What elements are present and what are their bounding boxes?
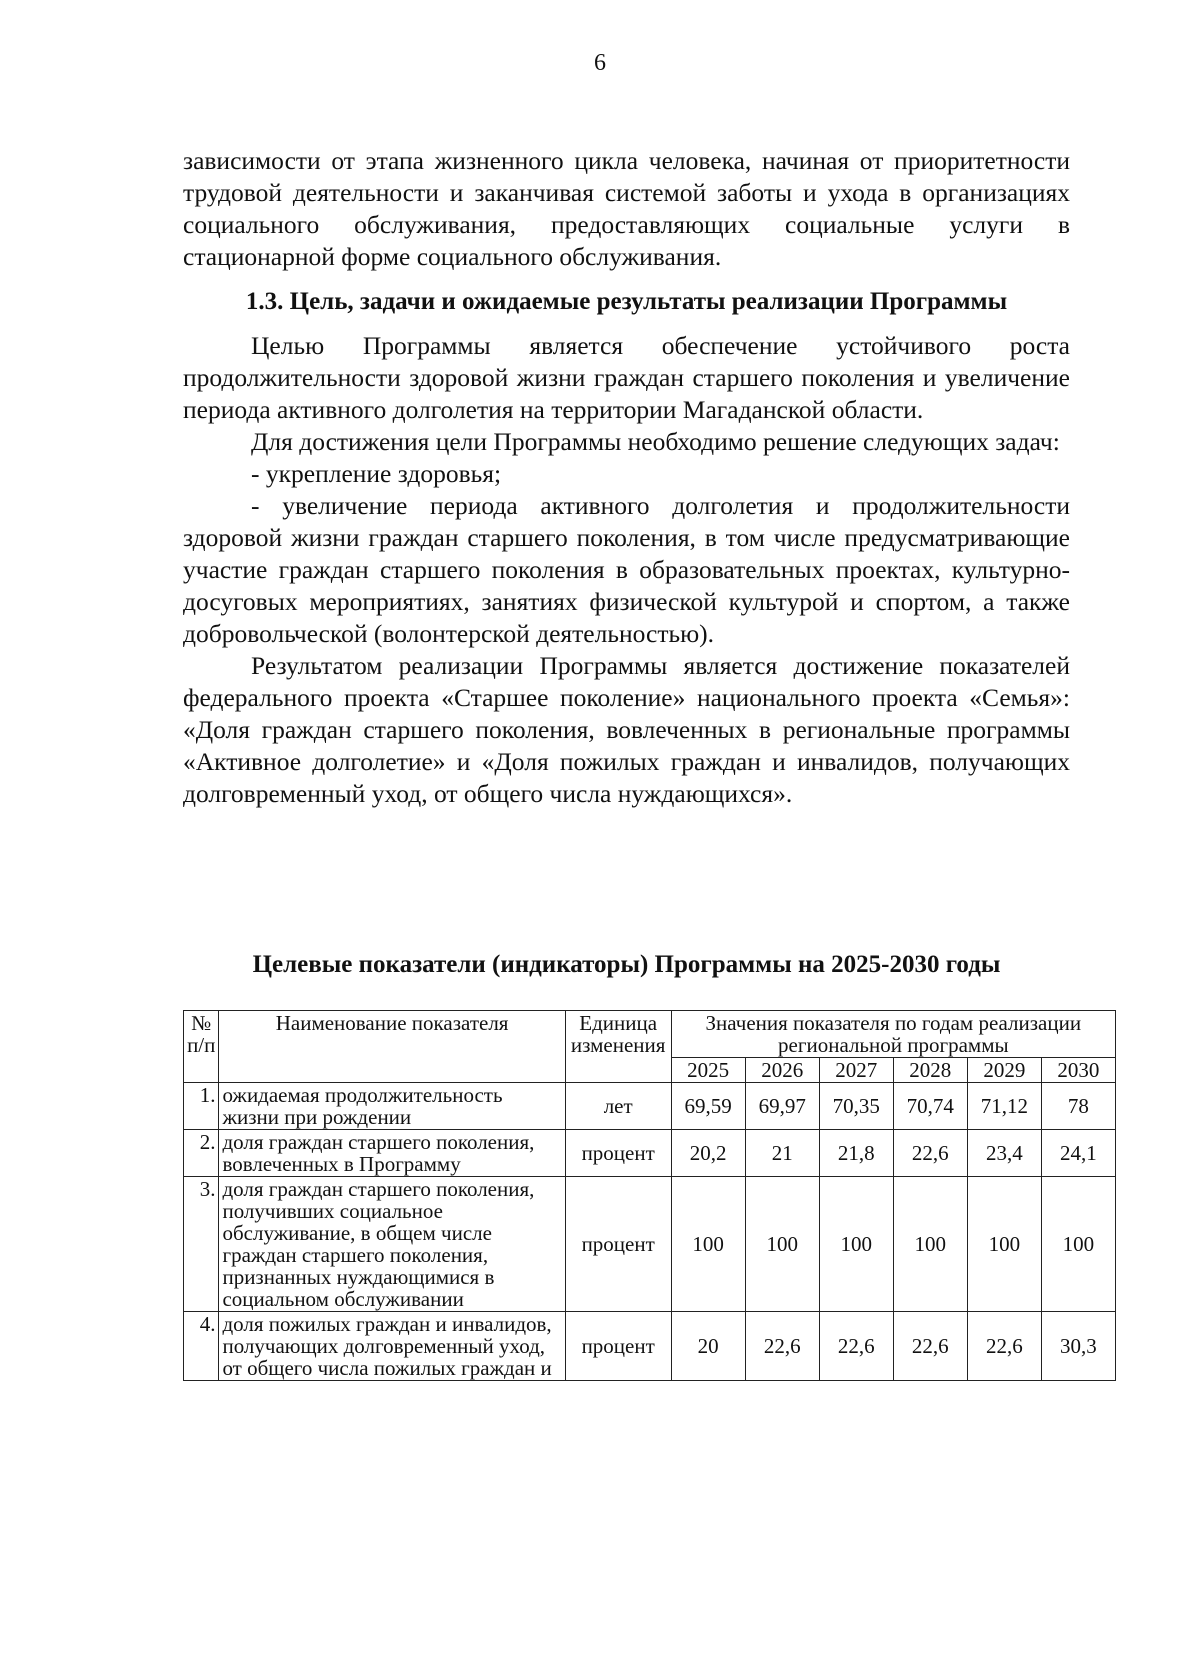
row-value: 22,6 xyxy=(893,1312,967,1381)
table-header-row xyxy=(184,1011,1116,1058)
row-value: 100 xyxy=(671,1177,745,1312)
row-value: 21 xyxy=(745,1130,819,1177)
row-unit: процент xyxy=(565,1130,671,1177)
paragraph-continuation: зависимости от этапа жизненного цикла человека, начиная от приоритетности трудовой деятельности и заканчивая системой заботы и ухода в организациях социального обслуживания, предоставляющих социальные услуги в стационарной форме социального обслуживания. xyxy=(183,146,1070,271)
row-value: 70,74 xyxy=(893,1083,967,1130)
row-value: 21,8 xyxy=(819,1130,893,1177)
row-value: 22,6 xyxy=(819,1312,893,1381)
header-year: 2030 xyxy=(1041,1058,1115,1083)
table-row xyxy=(184,1177,1116,1312)
header-year: 2027 xyxy=(819,1058,893,1083)
row-value: 71,12 xyxy=(967,1083,1041,1130)
header-year: 2025 xyxy=(671,1058,745,1083)
header-year: 2029 xyxy=(967,1058,1041,1083)
row-value: 30,3 xyxy=(1041,1312,1115,1381)
row-name: доля граждан старшего поколения, получивших социальное обслуживание, в общем числе граждан старшего поколения, признанных нуждающимися в социальном обслуживании xyxy=(219,1177,565,1312)
indicators-table xyxy=(183,1010,1116,1381)
tasks-intro-paragraph: Для достижения цели Программы необходимо решение следующих задач: xyxy=(251,427,1060,456)
row-value: 20 xyxy=(671,1312,745,1381)
row-value: 100 xyxy=(1041,1177,1115,1312)
section-heading: 1.3. Цель, задачи и ожидаемые результаты реализации Программы xyxy=(245,288,1008,315)
header-num: № п/п xyxy=(184,1011,219,1083)
row-value: 100 xyxy=(893,1177,967,1312)
row-value: 22,6 xyxy=(967,1312,1041,1381)
row-value: 22,6 xyxy=(893,1130,967,1177)
table-row xyxy=(184,1083,1116,1130)
table-row xyxy=(184,1312,1116,1381)
row-num: 2. xyxy=(184,1130,219,1177)
goal-paragraph: Целью Программы является обеспечение устойчивого роста продолжительности здоровой жизни граждан старшего поколения и увеличение периода активного долголетия на территории Магаданской области. xyxy=(183,331,1070,424)
row-unit: процент xyxy=(565,1177,671,1312)
row-name: ожидаемая продолжительность жизни при рождении xyxy=(219,1083,565,1130)
row-value: 24,1 xyxy=(1041,1130,1115,1177)
header-values: Значения показателя по годам реализации региональной программы xyxy=(671,1011,1115,1058)
row-value: 23,4 xyxy=(967,1130,1041,1177)
row-value: 69,59 xyxy=(671,1083,745,1130)
row-value: 70,35 xyxy=(819,1083,893,1130)
row-value: 20,2 xyxy=(671,1130,745,1177)
task-item-longevity: - увеличение периода активного долголетия и продолжительности здоровой жизни граждан старшего поколения, в том числе предусматривающие участие граждан старшего поколения в образовательных проектах, культурно-досуговых мероприятиях, занятиях физической культурой и спортом, а также добровольческой (волонтерской деятельностью). xyxy=(183,491,1070,648)
row-num: 1. xyxy=(184,1083,219,1130)
row-unit: лет xyxy=(565,1083,671,1130)
result-paragraph: Результатом реализации Программы является достижение показателей федерального проекта «Старшее поколение» национального проекта «Семья»: «Доля граждан старшего поколения, вовлеченных в региональные программы «Активное долголетие» и «Доля пожилых граждан и инвалидов, получающих долговременный уход, от общего числа нуждающихся». xyxy=(183,651,1070,808)
row-value: 100 xyxy=(745,1177,819,1312)
row-unit: процент xyxy=(565,1312,671,1381)
page-number: 6 xyxy=(594,50,606,76)
row-value: 100 xyxy=(819,1177,893,1312)
body-paragraphs xyxy=(183,330,1070,810)
table-title: Целевые показатели (индикаторы) Программы на 2025-2030 годы xyxy=(252,951,1001,978)
task-item-health: - укрепление здоровья; xyxy=(251,459,502,488)
row-num: 3. xyxy=(184,1177,219,1312)
table-row xyxy=(184,1130,1116,1177)
header-name: Наименование показателя xyxy=(219,1011,565,1083)
row-value: 78 xyxy=(1041,1083,1115,1130)
header-year: 2028 xyxy=(893,1058,967,1083)
header-unit: Единица изменения xyxy=(565,1011,671,1083)
row-value: 69,97 xyxy=(745,1083,819,1130)
row-name: доля граждан старшего поколения, вовлеченных в Программу xyxy=(219,1130,565,1177)
header-year: 2026 xyxy=(745,1058,819,1083)
row-value: 100 xyxy=(967,1177,1041,1312)
row-value: 22,6 xyxy=(745,1312,819,1381)
row-name: доля пожилых граждан и инвалидов, получающих долговременный уход, от общего числа пожилых граждан и xyxy=(219,1312,565,1381)
row-num: 4. xyxy=(184,1312,219,1381)
